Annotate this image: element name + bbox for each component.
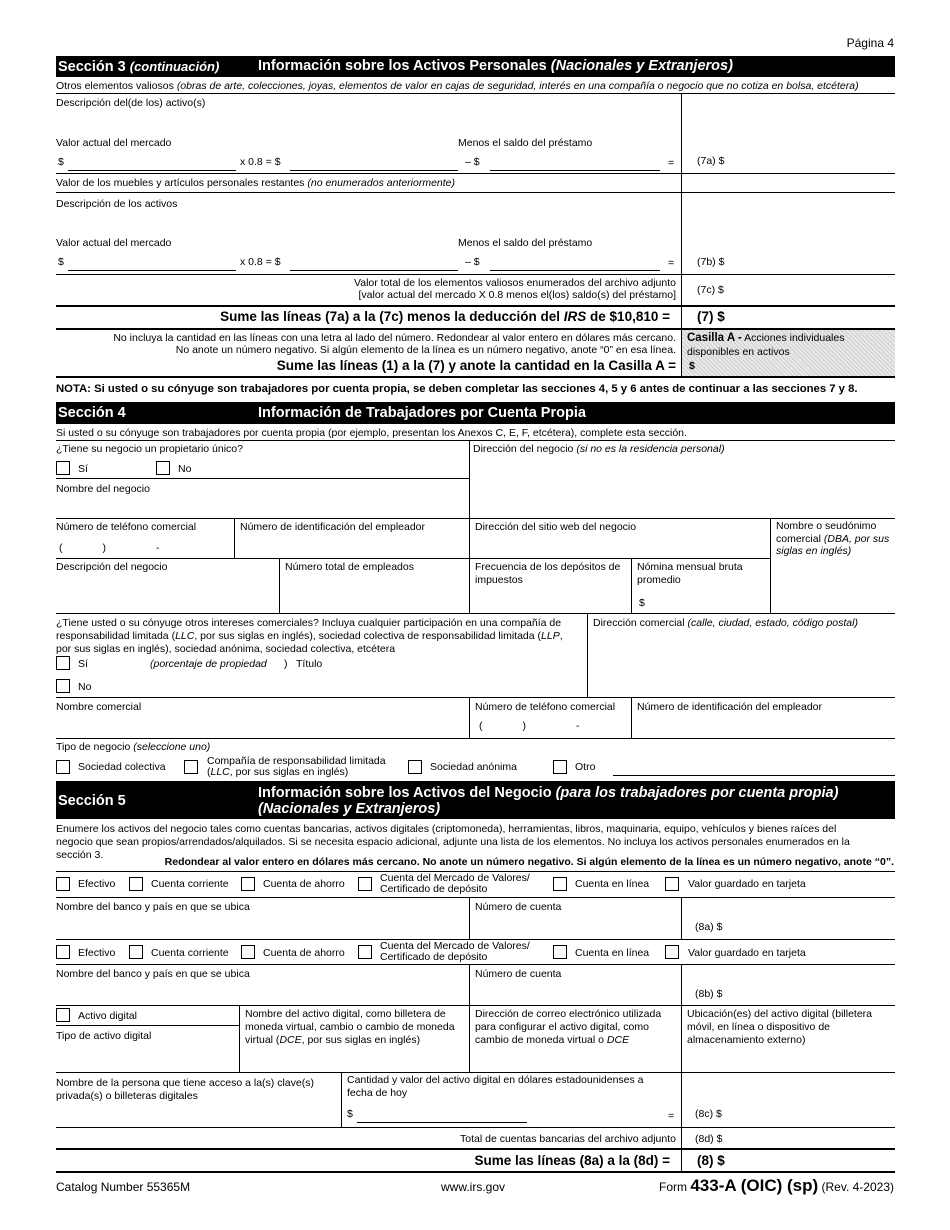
ein-label: Número de identificación del empleador	[240, 521, 426, 533]
savings-label: Cuenta de ahorro	[263, 878, 345, 890]
other-interests-yes-checkbox[interactable]	[56, 656, 70, 670]
section-5-title: Sección 5	[58, 793, 126, 809]
self-employed-note: NOTA: Si usted o su cónyuge son trabajadores por cuenta propia, se deben completar las secciones 4, 5 y 6 antes de continuar a las secciones 7 y 8.	[56, 383, 858, 395]
online-label: Cuenta en línea	[575, 947, 650, 959]
line-7[interactable]: (7) $	[697, 309, 725, 324]
digital-asset-checkbox[interactable]	[56, 1008, 70, 1022]
partnership-checkbox[interactable]	[56, 760, 70, 774]
other-valuables-label: Otros elementos valiosos (obras de arte, colecciones, joyas, elementos de valor en cajas de seguridad, interés en una compañía o negocio que no cotiza en bolsa, etcétera)	[56, 80, 859, 92]
checking-checkbox-1[interactable]	[129, 877, 143, 891]
business-address-label: Dirección del negocio (si no es la residencia personal)	[473, 443, 725, 455]
line-8b[interactable]: (8b) $	[695, 988, 723, 1000]
money-market-label: Cuenta del Mercado de Valores/ Certificado de depósito	[380, 940, 530, 964]
sole-no-checkbox[interactable]	[156, 461, 170, 475]
market-value-field[interactable]	[68, 170, 236, 171]
section-5-intro: Enumere los activos del negocio tales como cuentas bancarias, activos digitales (criptomoneda), herramientas, libros, maquinaria, equipo, vehículos y bienes raíces del negocio que sean propios/arrendados/alquilados. Si se necesita espacio adicional, adjunte una lista de los elementos. No incluya los activos personales enumerados en la sección 3.	[56, 823, 850, 862]
website-label: Dirección del sitio web del negocio	[475, 521, 637, 533]
corporation-checkbox[interactable]	[408, 760, 422, 774]
no-label: No	[78, 681, 92, 693]
line-8d[interactable]: (8d) $	[695, 1133, 723, 1145]
form-id: Form 433-A (OIC) (sp) (Rev. 4-2023)	[659, 1176, 894, 1195]
dollar-sign: $	[58, 256, 64, 268]
total-employees-label: Número total de empleados	[285, 561, 414, 573]
yes-label: Sí	[78, 658, 88, 670]
corporation-label: Sociedad anónima	[430, 761, 517, 773]
checking-label: Cuenta corriente	[151, 878, 229, 890]
ownership-close: )	[284, 658, 288, 670]
sole-proprietor-question: ¿Tiene su negocio un propietario único?	[56, 443, 243, 455]
minus-loan-label: Menos el saldo del préstamo	[458, 137, 593, 149]
ownership-percent-label: (porcentaje de propiedad	[150, 658, 267, 670]
commercial-phone-label: Número de teléfono comercial	[475, 701, 616, 713]
loan-balance-field-2[interactable]	[490, 270, 660, 271]
business-phone-label: Número de teléfono comercial	[56, 521, 197, 533]
minus-dollar: – $	[465, 156, 480, 168]
stored-value-label: Valor guardado en tarjeta	[688, 947, 806, 959]
line-8c[interactable]: (8c) $	[695, 1108, 722, 1120]
line-7b[interactable]: (7b) $	[697, 256, 725, 268]
equals-sign: =	[668, 257, 675, 269]
online-checkbox-2[interactable]	[553, 945, 567, 959]
minus-loan-label-2: Menos el saldo del préstamo	[458, 237, 593, 249]
savings-checkbox-2[interactable]	[241, 945, 255, 959]
stored-value-checkbox-2[interactable]	[665, 945, 679, 959]
business-type-label: Tipo de negocio (seleccione uno)	[56, 741, 211, 753]
assets-description-label-2: Descripción de los activos	[56, 198, 178, 210]
tax-deposit-frequency-label: Frecuencia de los depósitos de impuestos	[475, 561, 621, 586]
commercial-address-label: Dirección comercial (calle, ciudad, estado, código postal)	[593, 617, 858, 629]
times-factor: x 0.8 = $	[240, 256, 281, 268]
bank-attachment-total-label: Total de cuentas bancarias del archivo adjunto	[460, 1133, 676, 1145]
equals-sign: =	[668, 1110, 675, 1122]
other-interests-question: ¿Tiene usted o su cónyuge otros intereses comerciales? Incluya cualquier participación en una compañía de responsabilidad limitada (LLC, por sus siglas en inglés), sociedad colectiva de responsabilidad limitada (LLP, por sus siglas en inglés), sociedad anónima, sociedad colectiva, etcétera	[56, 617, 563, 656]
catalog-number: Catalog Number 55365M	[56, 1180, 191, 1194]
section-4-title: Sección 4	[58, 405, 126, 421]
checking-label: Cuenta corriente	[151, 947, 229, 959]
savings-label: Cuenta de ahorro	[263, 947, 345, 959]
checking-checkbox-2[interactable]	[129, 945, 143, 959]
furniture-label: Valor de los muebles y artículos personales restantes (no enumerados anteriormente)	[56, 177, 456, 189]
minus-dollar: – $	[465, 256, 480, 268]
market-value-field-2[interactable]	[68, 270, 236, 271]
commercial-phone-format[interactable]: ( ) -	[479, 720, 580, 732]
no-label: No	[178, 463, 192, 475]
yes-label: Sí	[78, 463, 88, 475]
dba-label: Nombre o seudónimo comercial (DBA, por sus siglas en inglés)	[776, 520, 890, 558]
account-number-label-2: Número de cuenta	[475, 968, 562, 980]
money-market-label: Cuenta del Mercado de Valores/ Certificado de depósito	[380, 872, 530, 896]
commercial-ein-label: Número de identificación del empleador	[637, 701, 823, 713]
monthly-payroll-label: Nómina mensual bruta promedio	[637, 561, 743, 586]
digital-email-label: Dirección de correo electrónico utilizada para configurar el activo digital, como cambio de moneda virtual o DCE	[475, 1008, 662, 1047]
stored-value-checkbox-1[interactable]	[665, 877, 679, 891]
sole-yes-checkbox[interactable]	[56, 461, 70, 475]
online-label: Cuenta en línea	[575, 878, 650, 890]
digital-quantity-label: Cantidad y valor del activo digital en dólares estadounidenses a fecha de hoy	[347, 1074, 644, 1100]
partnership-label: Sociedad colectiva	[78, 761, 166, 773]
bank-name-label-2: Nombre del banco y país en que se ubica	[56, 968, 250, 980]
digital-asset-name-label: Nombre del activo digital, como billetera de moneda virtual, cambio o cambio de moneda virtual (DCE, por sus siglas en inglés)	[245, 1008, 455, 1047]
loan-balance-field[interactable]	[490, 170, 660, 171]
other-type-checkbox[interactable]	[553, 760, 567, 774]
box-a-dollar: $	[689, 360, 695, 372]
digital-dollar: $	[347, 1108, 353, 1120]
business-description-label: Descripción del negocio	[56, 561, 168, 573]
section-3-title: Sección 3 (continuación)	[58, 59, 220, 75]
section-5-heading-2: (Nacionales y Extranjeros)	[258, 801, 441, 817]
other-interests-no-checkbox[interactable]	[56, 679, 70, 693]
section-4-heading: Información de Trabajadores por Cuenta Propia	[258, 405, 586, 421]
phone-format[interactable]: ( ) -	[59, 542, 160, 554]
page-number: Página 4	[846, 36, 894, 50]
line-8a[interactable]: (8a) $	[695, 921, 723, 933]
market-value-label-2: Valor actual del mercado	[56, 237, 172, 249]
commercial-name-label: Nombre comercial	[56, 701, 142, 713]
box-a-sum-label: Sume las líneas (1) a la (7) y anote la cantidad en la Casilla A =	[276, 358, 676, 373]
line-7a[interactable]: (7a) $	[697, 155, 725, 167]
online-checkbox-1[interactable]	[553, 877, 567, 891]
dollar-sign: $	[58, 156, 64, 168]
digital-asset-label: Activo digital	[78, 1010, 137, 1022]
other-type-field[interactable]	[613, 775, 895, 776]
money-market-checkbox-1[interactable]	[358, 877, 372, 891]
digital-asset-type-label: Tipo de activo digital	[56, 1030, 152, 1042]
section-4-intro: Si usted o su cónyuge son trabajadores por cuenta propia (por ejemplo, presentan los Anexos C, E, F, etcétera), complete esta sección.	[56, 427, 687, 439]
digital-value-field[interactable]	[357, 1122, 527, 1123]
equals-sign: =	[668, 157, 675, 169]
section-3-header	[56, 56, 895, 77]
sum-7-label: Sume las líneas (7a) a la (7c) menos la deducción del IRS de $10,810 =	[220, 309, 670, 324]
account-number-label: Número de cuenta	[475, 901, 562, 913]
times-factor: x 0.8 = $	[240, 156, 281, 168]
payroll-dollar: $	[639, 597, 645, 609]
digital-location-label: Ubicación(es) del activo digital (billetera móvil, en línea o dispositivo de almacenamiento externo)	[687, 1008, 873, 1047]
line-8[interactable]: (8) $	[697, 1153, 725, 1168]
section-5-rounding-note: Redondear al valor entero en dólares más cercano. No anote un número negativo. Si algún elemento de la línea es un número negativo, anote “0”.	[164, 856, 894, 868]
attachment-total-label: Valor total de los elementos valiosos enumerados del archivo adjunto [valor actual del mercado X 0.8 menos el(los) saldo(s) del préstamo]	[354, 277, 676, 302]
llc-label: Compañía de responsabilidad limitada (LLC, por sus siglas en inglés)	[207, 755, 386, 779]
assets-description-label: Descripción del(de los) activo(s)	[56, 97, 206, 109]
savings-checkbox-1[interactable]	[241, 877, 255, 891]
cash-label: Efectivo	[78, 947, 116, 959]
business-name-label: Nombre del negocio	[56, 483, 150, 495]
money-market-checkbox-2[interactable]	[358, 945, 372, 959]
sum-8-label: Sume las líneas (8a) a la (8d) =	[474, 1153, 670, 1168]
title-label: Título	[296, 658, 323, 670]
llc-checkbox[interactable]	[184, 760, 198, 774]
section-5-heading: Información sobre los Activos del Negocio (para los trabajadores por cuenta propia)	[258, 785, 839, 801]
line-7c[interactable]: (7c) $	[697, 284, 724, 296]
other-type-label: Otro	[575, 761, 596, 773]
key-access-label: Nombre de la persona que tiene acceso a la(s) clave(s) privada(s) o billeteras digitales	[56, 1077, 314, 1103]
bank-name-label: Nombre del banco y país en que se ubica	[56, 901, 250, 913]
section-3-heading: Información sobre los Activos Personales (Nacionales y Extranjeros)	[258, 58, 733, 74]
adjusted-value-field-2[interactable]	[290, 270, 458, 271]
stored-value-label: Valor guardado en tarjeta	[688, 878, 806, 890]
rounding-note: No incluya la cantidad en las líneas con una letra al lado del número. Redondear al valor entero en dólares más cercano. No anote un número negativo. Si algún elemento de la línea es un número negativo, anote “0” en esa línea.	[113, 332, 676, 357]
box-a-label: Casilla A - Acciones individuales disponibles en activos	[687, 332, 845, 358]
irs-website: www.irs.gov	[441, 1180, 506, 1194]
adjusted-value-field[interactable]	[290, 170, 458, 171]
section-4-header	[56, 402, 895, 424]
cash-label: Efectivo	[78, 878, 116, 890]
cash-checkbox-2[interactable]	[56, 945, 70, 959]
cash-checkbox-1[interactable]	[56, 877, 70, 891]
market-value-label: Valor actual del mercado	[56, 137, 172, 149]
section-5-header	[56, 781, 895, 819]
